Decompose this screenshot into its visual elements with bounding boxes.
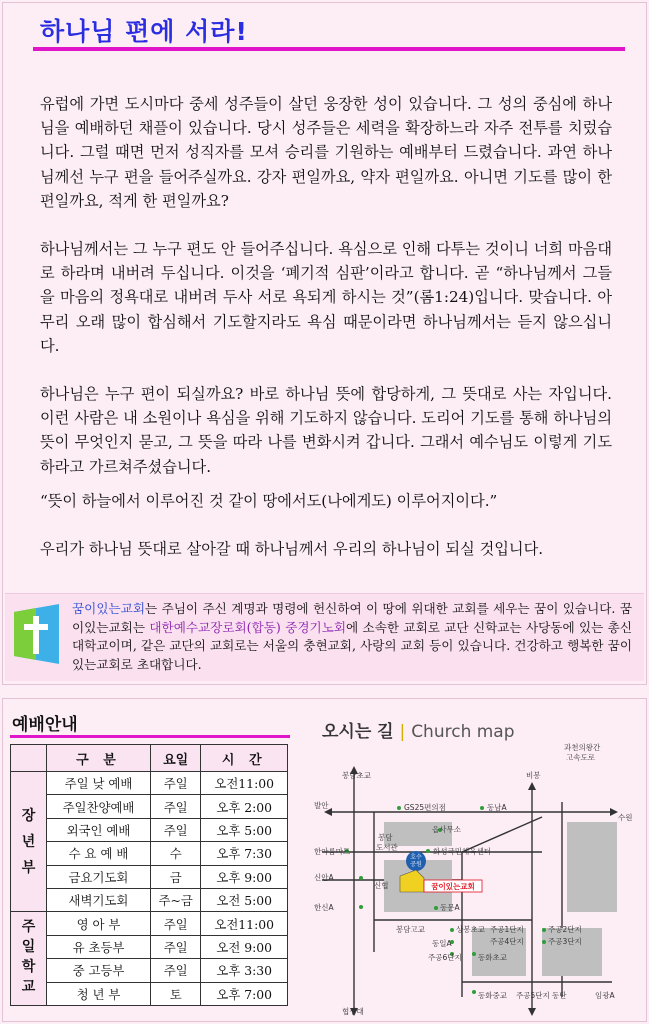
sermon-body [40, 92, 612, 585]
table-row [11, 772, 288, 795]
group-label-text: 주일학교 [21, 919, 36, 996]
block [542, 928, 602, 976]
church-intro-part1: 는 주님이 주신 계명과 명령에 헌신하여 이 땅에 위대한 교회를 세우는 꿈이 있습니다. 꿈이있는교회는 [72, 601, 632, 635]
service-name: 주일찬양예배 [47, 795, 151, 818]
label-gym: 화성국민체육센터 [433, 847, 491, 856]
label-gwacheon-2: 고속도로 [566, 753, 595, 762]
service-day: 주일 [150, 772, 200, 795]
service-time: 오후 9:00 [201, 865, 288, 888]
service-name: 유 초등부 [47, 935, 151, 958]
label-library-1: 봉담 [378, 833, 393, 842]
service-name: 외국인 예배 [47, 818, 151, 841]
service-time: 오전11:00 [201, 772, 288, 795]
label-imgwang: 임광A [595, 991, 615, 1000]
label-bongdam-high: 봉담고교 [396, 925, 425, 934]
map-title-ko: 오시는 길 [322, 722, 394, 742]
table-row [11, 959, 288, 982]
service-time: 오전 5:00 [201, 888, 288, 911]
label-hyupsung: 협성대 [342, 1007, 364, 1016]
service-time: 오전11:00 [201, 912, 288, 935]
arrow-down-icon [528, 1008, 536, 1016]
service-time: 오후 2:00 [201, 795, 288, 818]
header-day: 요일 [150, 745, 200, 772]
church-name: 꿈이있는교회 [72, 601, 145, 616]
label-dongtan: 동탄 [552, 991, 567, 1000]
schedule-title-underline [10, 735, 290, 738]
service-day: 주~금 [150, 888, 200, 911]
label-suwon: 수원 [618, 813, 633, 822]
worship-schedule-table [10, 744, 288, 1006]
label-dongil: 동일A [432, 939, 452, 948]
label-jugong-6: 주공6단지 [428, 953, 462, 962]
header-time: 시 간 [201, 745, 288, 772]
label-gs25: GS25편의점 [404, 803, 446, 812]
label-donghwa-mid: 동화중교 [478, 991, 507, 1000]
label-gwacheon-1: 과천의왕간 [564, 743, 601, 752]
paragraph-3: 하나님은 누구 편이 되실까요? 바로 하나님 뜻에 합당하게, 그 뜻대로 사는 자입니다. 이런 사람은 내 소원이나 욕심을 위해 기도하지 않습니다. 도리어 기도를 통해 하나님의 뜻이 무엇인지 묻고, 그 뜻을 따라 나를 변화시켜 갑니다. 그래서 예수님도 이렇게 기도하라고 가르쳐주셨습니다. [40, 385, 612, 476]
label-jugong-3: 주공3단지 [548, 937, 582, 946]
service-time: 오전 9:00 [201, 935, 288, 958]
service-name: 금요기도회 [47, 865, 151, 888]
poi-dot [472, 952, 476, 956]
service-name: 청 년 부 [47, 982, 151, 1005]
service-day: 토 [150, 982, 200, 1005]
service-name: 주일 낮 예배 [47, 772, 151, 795]
paragraph-conclusion: 우리가 하나님 뜻대로 살아갈 때 하나님께서 우리의 하나님이 되실 것입니다. [40, 540, 544, 559]
service-name: 새벽기도회 [47, 888, 151, 911]
service-time: 오후 3:30 [201, 959, 288, 982]
label-jugong-5: 주공5단지 [516, 991, 550, 1000]
service-day: 주일 [150, 795, 200, 818]
label-bongdam-school: 봉담초교 [342, 771, 371, 780]
label-balan: 발안 [314, 801, 329, 810]
poi-dot [542, 928, 546, 932]
page-title: 하나님 편에 서라! [40, 17, 248, 46]
scripture-quote: “뜻이 하늘에서 이루어진 것 같이 땅에서도(나에게도) 이루어지이다.” [40, 491, 498, 510]
service-name: 수 요 예 배 [47, 842, 151, 865]
paragraph-1: 유럽에 가면 도시마다 중세 성주들이 살던 웅장한 성이 있습니다. 그 성의 중심에 하나님을 예배하던 채플이 있습니다. 당시 성주들은 세력을 확장하느라 자주 전투를 치렀습니다. 그럴 때면 먼저 성직자를 모셔 승리를 기원하는 예배부터 드렸습니다. 과연 하나님께선 누구 편을 들어주실까요. 강자 편일까요, 약자 편일까요. 아니면 기도를 많이 한 편일까요, 적게 한 편일까요? [40, 95, 612, 210]
service-time: 오후 7:30 [201, 842, 288, 865]
map-title [322, 717, 515, 742]
label-donghwa-school: 동화초교 [478, 953, 507, 962]
table-row [11, 982, 288, 1005]
poi-dot [542, 940, 546, 944]
poi-dot [359, 905, 363, 909]
map-title-separator: | [399, 722, 406, 742]
schedule-title: 예배안내 [12, 715, 78, 735]
poi-dot [472, 990, 476, 994]
label-church: 꿈이있는교회 [431, 882, 475, 891]
block [567, 822, 617, 912]
label-dongmun: 동문A [440, 903, 460, 912]
table-row [11, 818, 288, 841]
arrow-right-icon [610, 808, 618, 816]
header-group [11, 745, 47, 772]
title-underline [33, 47, 625, 51]
table-row [11, 888, 288, 911]
label-park-1: 호수 [410, 854, 422, 861]
table-row [11, 935, 288, 958]
label-bibong: 비봉 [526, 771, 541, 780]
poi-dot [426, 849, 430, 853]
table-header-row [11, 745, 288, 772]
service-name: 영 아 부 [47, 912, 151, 935]
table-row [11, 912, 288, 935]
header-category: 구 분 [47, 745, 151, 772]
church-cross-logo-icon [14, 604, 59, 664]
label-office: 읍사무소 [432, 825, 461, 834]
paragraph-2: 하나님께서는 그 누구 편도 안 들어주십니다. 욕심으로 인해 다투는 것이니 너희 마음대로 하라며 내버려 두십니다. 이것을 ‘폐기적 심판’이라고 합니다. 곧 “하나님께서 그들을 마음의 정욕대로 내버려 두사 서로 욕되게 하시는 것”(롬1:24)입니다. 맞습니다. 아무리 오래 많이 합심해서 기도할지라도 욕심 때문이라면 하나님께서는 듣지 않으십니다. [40, 240, 612, 355]
table-row [11, 795, 288, 818]
poi-dot [434, 906, 438, 910]
table-row [11, 842, 288, 865]
label-dongnam: 동남A [487, 803, 507, 812]
service-name: 중 고등부 [47, 959, 151, 982]
service-day: 주일 [150, 959, 200, 982]
church-intro-text [72, 600, 632, 674]
church-location-map [312, 742, 634, 1018]
service-day: 주일 [150, 935, 200, 958]
service-day: 금 [150, 865, 200, 888]
group-label-adult [11, 772, 47, 912]
label-sangbong: 상봉초교 [456, 925, 485, 934]
service-day: 수 [150, 842, 200, 865]
label-hanaro-mart: 한아름마트 [314, 847, 351, 856]
service-time: 오후 7:00 [201, 982, 288, 1005]
poi-dot [359, 876, 363, 880]
label-jugong-2: 주공2단지 [548, 925, 582, 934]
poi-dot [397, 806, 401, 810]
group-label-text: 장년부 [21, 807, 36, 876]
service-day: 주일 [150, 912, 200, 935]
label-jugong-1: 주공1단지 [490, 925, 524, 934]
block [472, 928, 526, 976]
church-intro-part2: 에 소속한 교회로 교단 신학교는 사당동에 있는 총신대학교이며, 같은 교단의 교회로는 서울의 충현교회, 사랑의 교회 등이 있습니다. 건강하고 행복한 꿈이있는교회로 초대합니다. [72, 619, 632, 672]
arrow-up-icon [528, 782, 536, 790]
table-row [11, 865, 288, 888]
service-time: 오후 5:00 [201, 818, 288, 841]
label-library-2: 도서관 [376, 843, 398, 852]
poi-dot [480, 806, 484, 810]
service-day: 주일 [150, 818, 200, 841]
denomination-name: 대한예수교장로회(합동) 중경기노회 [149, 619, 347, 635]
poi-dot [450, 928, 454, 932]
label-sinhyeop: 신협 [374, 881, 389, 890]
group-label-sunday-school [11, 912, 47, 1006]
label-jugong-4: 주공4단지 [490, 937, 524, 946]
label-park-2: 공원 [410, 861, 422, 868]
map-title-en: Church map [411, 722, 515, 742]
label-sinan: 신안A [314, 873, 334, 882]
label-hansin: 한신A [314, 903, 334, 912]
